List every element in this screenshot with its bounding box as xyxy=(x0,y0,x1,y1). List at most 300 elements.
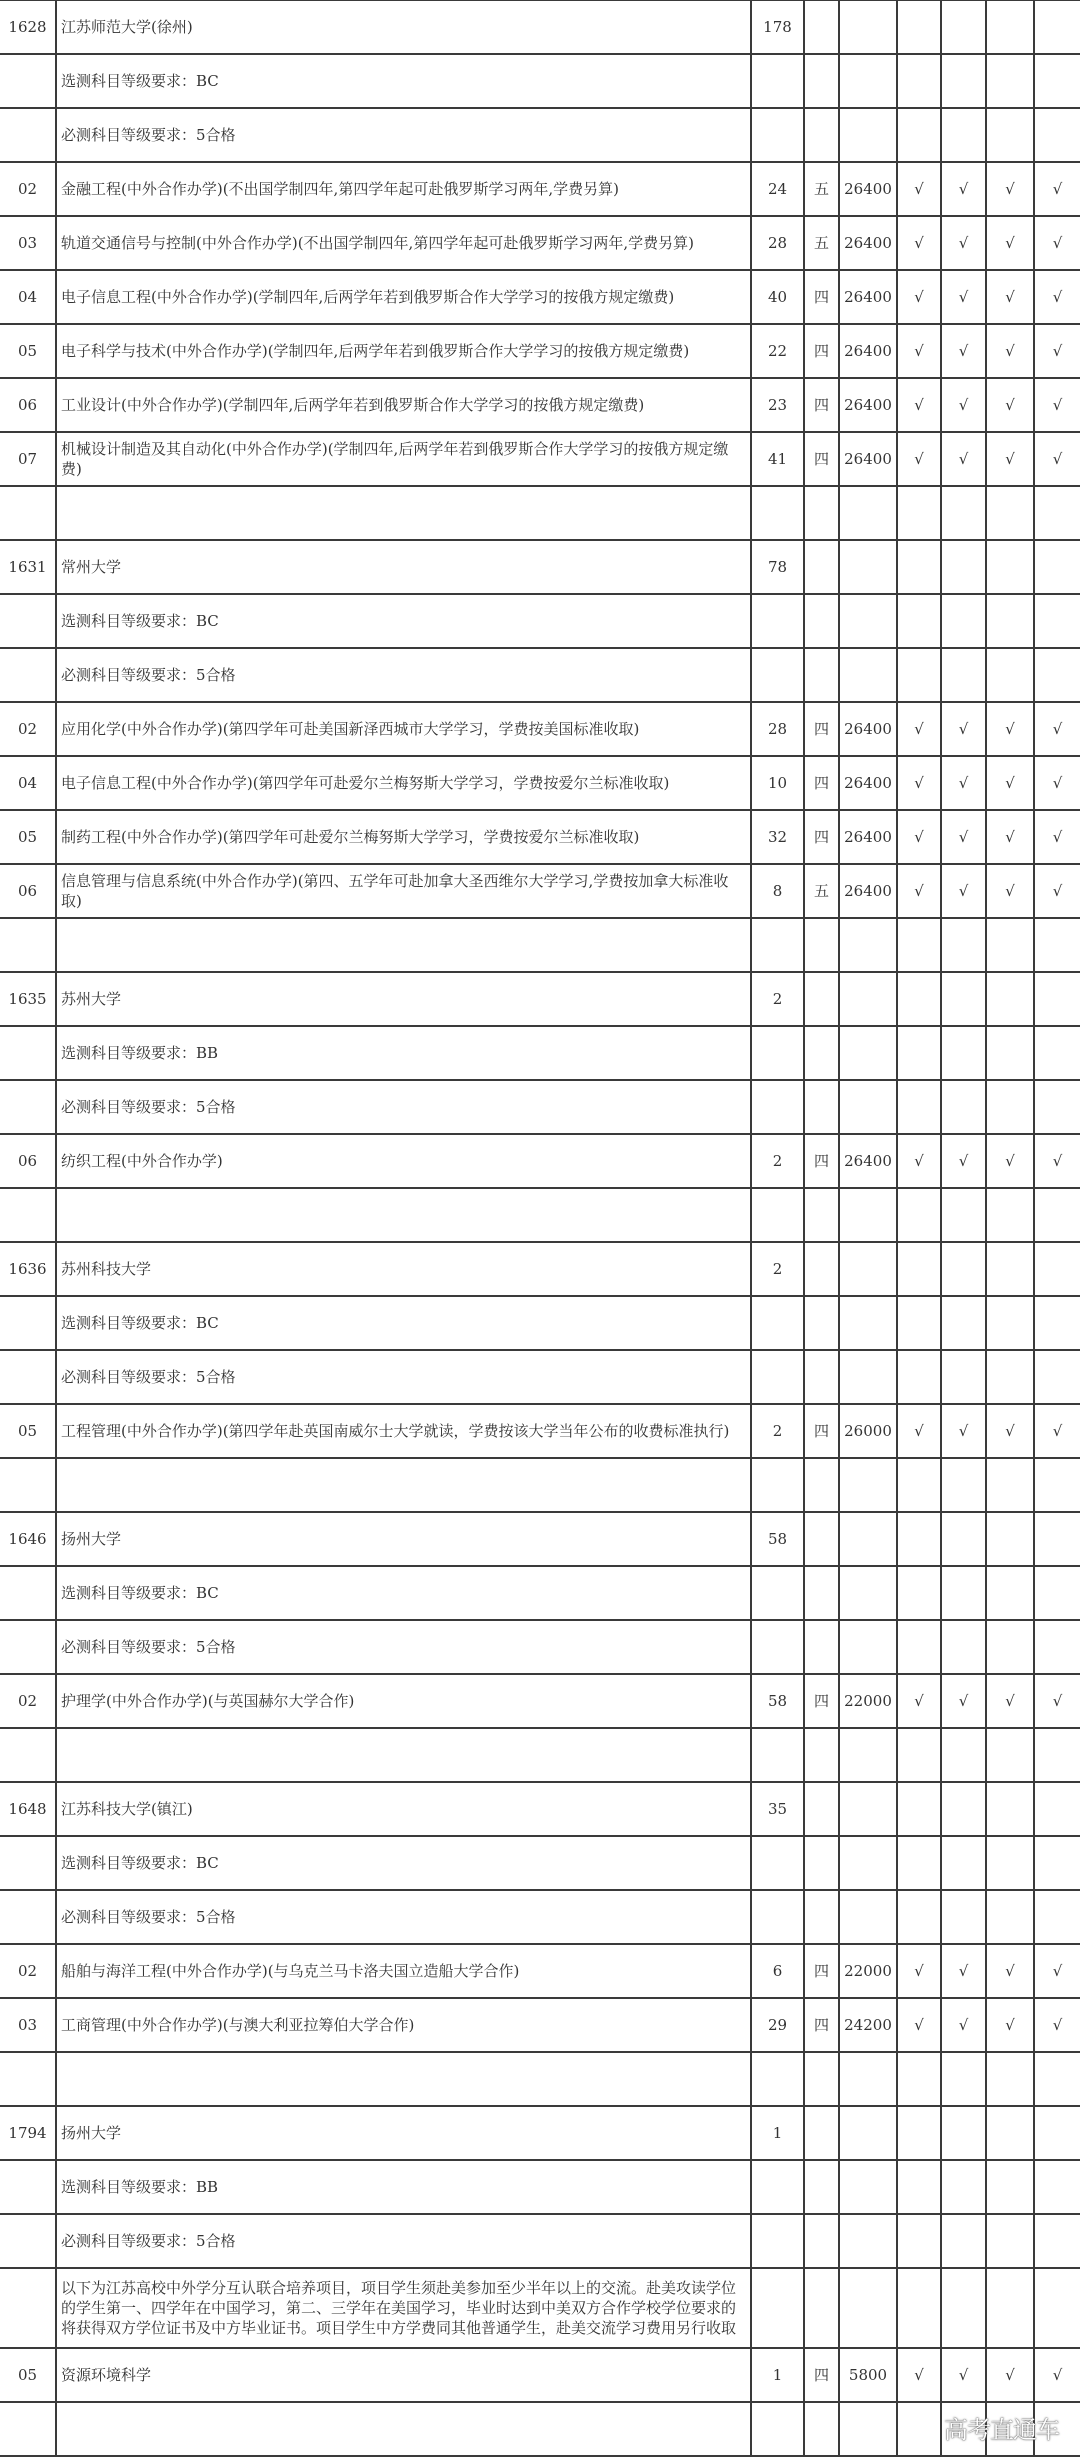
major-row xyxy=(0,810,1080,864)
fee-cell xyxy=(839,2052,897,2106)
check-cell xyxy=(1034,2052,1080,2106)
school-row xyxy=(0,1242,1080,1296)
major-row xyxy=(0,702,1080,756)
years-cell xyxy=(804,1350,839,1404)
plan-cell: 23 xyxy=(751,378,804,432)
years-cell: 四 xyxy=(804,324,839,378)
years-cell xyxy=(804,972,839,1026)
check-cell: √ xyxy=(986,1674,1034,1728)
fee-cell: 24200 xyxy=(839,1998,897,2052)
plan-cell xyxy=(751,54,804,108)
check-cell: √ xyxy=(941,1674,986,1728)
check-cell: √ xyxy=(941,702,986,756)
check-cell: √ xyxy=(897,864,941,918)
req-row xyxy=(0,1620,1080,1674)
name-cell: 苏州科技大学 xyxy=(56,1242,751,1296)
name-cell: 必测科目等级要求：5合格 xyxy=(56,1080,751,1134)
check-cell xyxy=(986,2106,1034,2160)
check-cell xyxy=(986,1026,1034,1080)
check-cell xyxy=(941,1350,986,1404)
years-cell xyxy=(804,540,839,594)
check-cell xyxy=(986,108,1034,162)
name-cell: 扬州大学 xyxy=(56,1512,751,1566)
check-cell xyxy=(941,2052,986,2106)
years-cell xyxy=(804,2214,839,2268)
check-cell xyxy=(941,0,986,54)
code-cell: 03 xyxy=(0,1998,56,2052)
years-cell: 五 xyxy=(804,216,839,270)
check-cell xyxy=(941,1242,986,1296)
years-cell: 五 xyxy=(804,162,839,216)
check-cell: √ xyxy=(941,1134,986,1188)
fee-cell xyxy=(839,1836,897,1890)
check-cell xyxy=(941,1620,986,1674)
check-cell xyxy=(897,1080,941,1134)
check-cell xyxy=(941,972,986,1026)
check-cell xyxy=(1034,1026,1080,1080)
years-cell xyxy=(804,1728,839,1782)
check-cell xyxy=(897,540,941,594)
check-cell xyxy=(897,54,941,108)
code-cell xyxy=(0,1458,56,1512)
plan-cell xyxy=(751,1458,804,1512)
code-cell: 1648 xyxy=(0,1782,56,1836)
code-cell xyxy=(0,1728,56,1782)
check-cell: √ xyxy=(986,432,1034,486)
name-cell: 常州大学 xyxy=(56,540,751,594)
check-cell: √ xyxy=(986,378,1034,432)
plan-cell: 58 xyxy=(751,1674,804,1728)
check-cell xyxy=(897,1026,941,1080)
check-cell xyxy=(897,2402,941,2456)
check-cell: √ xyxy=(986,1404,1034,1458)
check-cell: √ xyxy=(1034,1134,1080,1188)
name-cell xyxy=(56,2402,751,2456)
years-cell xyxy=(804,1620,839,1674)
check-cell xyxy=(897,1620,941,1674)
name-cell: 轨道交通信号与控制(中外合作办学)(不出国学制四年,第四学年起可赴俄罗斯学习两年,学费另算) xyxy=(56,216,751,270)
name-cell: 必测科目等级要求：5合格 xyxy=(56,1350,751,1404)
fee-cell xyxy=(839,54,897,108)
name-cell: 选测科目等级要求：BC xyxy=(56,1836,751,1890)
check-cell xyxy=(897,648,941,702)
plan-cell xyxy=(751,2402,804,2456)
check-cell xyxy=(986,1566,1034,1620)
fee-cell xyxy=(839,1080,897,1134)
years-cell: 四 xyxy=(804,378,839,432)
check-cell xyxy=(1034,1566,1080,1620)
check-cell xyxy=(941,486,986,540)
fee-cell xyxy=(839,972,897,1026)
check-cell xyxy=(941,540,986,594)
check-cell xyxy=(1034,1350,1080,1404)
check-cell: √ xyxy=(986,864,1034,918)
check-cell: √ xyxy=(986,216,1034,270)
plan-cell: 2 xyxy=(751,1242,804,1296)
school-row xyxy=(0,972,1080,1026)
check-cell xyxy=(941,2268,986,2348)
name-cell: 制药工程(中外合作办学)(第四学年可赴爱尔兰梅努斯大学学习，学费按爱尔兰标准收取) xyxy=(56,810,751,864)
code-cell xyxy=(0,2214,56,2268)
check-cell xyxy=(941,1296,986,1350)
check-cell xyxy=(897,1566,941,1620)
check-cell xyxy=(1034,972,1080,1026)
check-cell: √ xyxy=(897,216,941,270)
check-cell xyxy=(1034,1296,1080,1350)
plan-cell: 58 xyxy=(751,1512,804,1566)
years-cell xyxy=(804,648,839,702)
fee-cell: 26400 xyxy=(839,324,897,378)
major-row xyxy=(0,270,1080,324)
check-cell xyxy=(1034,1890,1080,1944)
code-cell: 02 xyxy=(0,1944,56,1998)
code-cell: 05 xyxy=(0,324,56,378)
fee-cell xyxy=(839,1512,897,1566)
years-cell xyxy=(804,1566,839,1620)
fee-cell: 26400 xyxy=(839,432,897,486)
check-cell xyxy=(986,1080,1034,1134)
code-cell xyxy=(0,1836,56,1890)
major-row xyxy=(0,324,1080,378)
req-row xyxy=(0,2160,1080,2214)
fee-cell xyxy=(839,648,897,702)
plan-cell: 35 xyxy=(751,1782,804,1836)
name-cell xyxy=(56,1458,751,1512)
name-cell xyxy=(56,1188,751,1242)
check-cell: √ xyxy=(1034,702,1080,756)
name-cell: 工业设计(中外合作办学)(学制四年,后两学年若到俄罗斯合作大学学习的按俄方规定缴费) xyxy=(56,378,751,432)
check-cell: √ xyxy=(897,702,941,756)
check-cell xyxy=(1034,594,1080,648)
check-cell xyxy=(1034,1188,1080,1242)
req-row xyxy=(0,594,1080,648)
check-cell xyxy=(986,1512,1034,1566)
major-row xyxy=(0,1998,1080,2052)
check-cell: √ xyxy=(897,1998,941,2052)
code-cell xyxy=(0,2052,56,2106)
major-row xyxy=(0,1944,1080,1998)
years-cell xyxy=(804,54,839,108)
check-cell xyxy=(1034,108,1080,162)
major-row xyxy=(0,432,1080,486)
years-cell xyxy=(804,1242,839,1296)
school-row xyxy=(0,2106,1080,2160)
blank-row xyxy=(0,486,1080,540)
code-cell: 05 xyxy=(0,810,56,864)
fee-cell xyxy=(839,1026,897,1080)
req-row xyxy=(0,54,1080,108)
name-cell: 江苏科技大学(镇江) xyxy=(56,1782,751,1836)
check-cell: √ xyxy=(897,810,941,864)
plan-cell: 2 xyxy=(751,1134,804,1188)
check-cell xyxy=(986,1242,1034,1296)
name-cell: 纺织工程(中外合作办学) xyxy=(56,1134,751,1188)
check-cell xyxy=(897,1890,941,1944)
req-row xyxy=(0,1080,1080,1134)
check-cell xyxy=(986,540,1034,594)
check-cell: √ xyxy=(986,270,1034,324)
years-cell xyxy=(804,2160,839,2214)
code-cell: 1635 xyxy=(0,972,56,1026)
years-cell xyxy=(804,1836,839,1890)
check-cell xyxy=(897,1242,941,1296)
name-cell: 必测科目等级要求：5合格 xyxy=(56,2214,751,2268)
fee-cell xyxy=(839,1728,897,1782)
plan-cell: 29 xyxy=(751,1998,804,2052)
check-cell xyxy=(897,2160,941,2214)
fee-cell: 26400 xyxy=(839,756,897,810)
check-cell: √ xyxy=(897,1404,941,1458)
plan-cell xyxy=(751,594,804,648)
code-cell: 1631 xyxy=(0,540,56,594)
years-cell: 四 xyxy=(804,432,839,486)
plan-cell: 10 xyxy=(751,756,804,810)
check-cell: √ xyxy=(941,216,986,270)
check-cell: √ xyxy=(1034,2348,1080,2402)
fee-cell xyxy=(839,2402,897,2456)
check-cell xyxy=(986,594,1034,648)
years-cell xyxy=(804,1080,839,1134)
name-cell: 选测科目等级要求：BC xyxy=(56,1296,751,1350)
code-cell xyxy=(0,54,56,108)
check-cell xyxy=(897,1836,941,1890)
check-cell xyxy=(986,1782,1034,1836)
plan-cell xyxy=(751,108,804,162)
years-cell: 四 xyxy=(804,2348,839,2402)
plan-cell: 28 xyxy=(751,216,804,270)
check-cell xyxy=(897,1458,941,1512)
check-cell: √ xyxy=(986,1134,1034,1188)
req-row xyxy=(0,1890,1080,1944)
check-cell: √ xyxy=(986,702,1034,756)
name-cell: 必测科目等级要求：5合格 xyxy=(56,648,751,702)
blank-row xyxy=(0,1458,1080,1512)
check-cell xyxy=(986,1188,1034,1242)
check-cell: √ xyxy=(941,1944,986,1998)
check-cell xyxy=(1034,0,1080,54)
check-cell xyxy=(897,0,941,54)
check-cell: √ xyxy=(897,270,941,324)
check-cell xyxy=(897,486,941,540)
blank-row xyxy=(0,918,1080,972)
name-cell: 选测科目等级要求：BC xyxy=(56,1566,751,1620)
name-cell: 苏州大学 xyxy=(56,972,751,1026)
check-cell: √ xyxy=(941,324,986,378)
check-cell xyxy=(897,1512,941,1566)
plan-cell xyxy=(751,648,804,702)
check-cell: √ xyxy=(1034,810,1080,864)
check-cell: √ xyxy=(1034,216,1080,270)
check-cell xyxy=(941,1566,986,1620)
name-cell: 金融工程(中外合作办学)(不出国学制四年,第四学年起可赴俄罗斯学习两年,学费另算) xyxy=(56,162,751,216)
plan-cell xyxy=(751,1566,804,1620)
plan-cell xyxy=(751,1836,804,1890)
code-cell xyxy=(0,2160,56,2214)
fee-cell: 26400 xyxy=(839,810,897,864)
check-cell xyxy=(941,648,986,702)
req-row xyxy=(0,1026,1080,1080)
check-cell xyxy=(897,108,941,162)
fee-cell xyxy=(839,1296,897,1350)
check-cell xyxy=(1034,2214,1080,2268)
req-row xyxy=(0,2214,1080,2268)
check-cell xyxy=(1034,1620,1080,1674)
fee-cell xyxy=(839,2268,897,2348)
check-cell: √ xyxy=(986,162,1034,216)
code-cell: 07 xyxy=(0,432,56,486)
name-cell: 护理学(中外合作办学)(与英国赫尔大学合作) xyxy=(56,1674,751,1728)
code-cell: 05 xyxy=(0,1404,56,1458)
check-cell xyxy=(941,1188,986,1242)
check-cell: √ xyxy=(941,1404,986,1458)
years-cell xyxy=(804,1890,839,1944)
check-cell xyxy=(941,1512,986,1566)
req-row xyxy=(0,1350,1080,1404)
plan-cell: 8 xyxy=(751,864,804,918)
fee-cell xyxy=(839,1242,897,1296)
fee-cell xyxy=(839,594,897,648)
check-cell xyxy=(986,1620,1034,1674)
plan-cell: 22 xyxy=(751,324,804,378)
check-cell xyxy=(941,2214,986,2268)
code-cell: 03 xyxy=(0,216,56,270)
code-cell xyxy=(0,1296,56,1350)
check-cell: √ xyxy=(941,756,986,810)
check-cell: √ xyxy=(1034,324,1080,378)
note-row xyxy=(0,2268,1080,2348)
years-cell: 四 xyxy=(804,1404,839,1458)
major-row xyxy=(0,216,1080,270)
check-cell: √ xyxy=(941,864,986,918)
fee-cell: 22000 xyxy=(839,1944,897,1998)
check-cell: √ xyxy=(897,1944,941,1998)
code-cell xyxy=(0,2402,56,2456)
code-cell xyxy=(0,1188,56,1242)
major-row xyxy=(0,162,1080,216)
major-row xyxy=(0,756,1080,810)
check-cell xyxy=(986,486,1034,540)
check-cell: √ xyxy=(1034,1944,1080,1998)
fee-cell xyxy=(839,1188,897,1242)
fee-cell: 26400 xyxy=(839,702,897,756)
blank-row xyxy=(0,2052,1080,2106)
code-cell: 05 xyxy=(0,2348,56,2402)
years-cell: 四 xyxy=(804,1674,839,1728)
name-cell: 应用化学(中外合作办学)(第四学年可赴美国新泽西城市大学学习，学费按美国标准收取) xyxy=(56,702,751,756)
check-cell xyxy=(897,2052,941,2106)
check-cell: √ xyxy=(1034,1674,1080,1728)
name-cell: 选测科目等级要求：BC xyxy=(56,54,751,108)
check-cell: √ xyxy=(1034,432,1080,486)
check-cell: √ xyxy=(986,324,1034,378)
major-row xyxy=(0,1674,1080,1728)
check-cell xyxy=(986,2052,1034,2106)
code-cell xyxy=(0,1026,56,1080)
years-cell xyxy=(804,1782,839,1836)
blank-row xyxy=(0,1188,1080,1242)
req-row xyxy=(0,1836,1080,1890)
code-cell xyxy=(0,1080,56,1134)
name-cell xyxy=(56,1728,751,1782)
check-cell: √ xyxy=(1034,270,1080,324)
years-cell xyxy=(804,594,839,648)
plan-cell: 2 xyxy=(751,1404,804,1458)
name-cell xyxy=(56,486,751,540)
plan-cell: 2 xyxy=(751,972,804,1026)
check-cell: √ xyxy=(941,810,986,864)
fee-cell xyxy=(839,918,897,972)
check-cell: √ xyxy=(897,324,941,378)
check-cell xyxy=(986,972,1034,1026)
fee-cell xyxy=(839,540,897,594)
plan-cell: 178 xyxy=(751,0,804,54)
check-cell xyxy=(1034,2106,1080,2160)
check-cell: √ xyxy=(1034,864,1080,918)
name-cell: 船舶与海洋工程(中外合作办学)(与乌克兰马卡洛夫国立造船大学合作) xyxy=(56,1944,751,1998)
code-cell: 06 xyxy=(0,1134,56,1188)
code-cell xyxy=(0,1890,56,1944)
plan-cell xyxy=(751,1620,804,1674)
fee-cell xyxy=(839,1566,897,1620)
req-row xyxy=(0,1296,1080,1350)
code-cell xyxy=(0,594,56,648)
check-cell xyxy=(897,1188,941,1242)
check-cell: √ xyxy=(986,2348,1034,2402)
req-row xyxy=(0,1566,1080,1620)
years-cell xyxy=(804,1188,839,1242)
code-cell xyxy=(0,918,56,972)
plan-cell: 28 xyxy=(751,702,804,756)
name-cell: 资源环境科学 xyxy=(56,2348,751,2402)
name-cell: 必测科目等级要求：5合格 xyxy=(56,108,751,162)
check-cell xyxy=(897,594,941,648)
check-cell: √ xyxy=(897,1134,941,1188)
name-cell: 电子科学与技术(中外合作办学)(学制四年,后两学年若到俄罗斯合作大学学习的按俄方规定缴费) xyxy=(56,324,751,378)
check-cell xyxy=(897,2106,941,2160)
plan-cell: 78 xyxy=(751,540,804,594)
blank-row xyxy=(0,1728,1080,1782)
check-cell xyxy=(897,918,941,972)
plan-cell xyxy=(751,1728,804,1782)
fee-cell xyxy=(839,1620,897,1674)
name-cell: 电子信息工程(中外合作办学)(第四学年可赴爱尔兰梅努斯大学学习，学费按爱尔兰标准收取) xyxy=(56,756,751,810)
fee-cell xyxy=(839,1890,897,1944)
check-cell: √ xyxy=(941,432,986,486)
check-cell: √ xyxy=(897,162,941,216)
code-cell: 04 xyxy=(0,270,56,324)
code-cell: 1628 xyxy=(0,0,56,54)
check-cell xyxy=(1034,2268,1080,2348)
check-cell xyxy=(897,2214,941,2268)
plan-cell xyxy=(751,2160,804,2214)
check-cell xyxy=(897,1782,941,1836)
check-cell xyxy=(941,2160,986,2214)
fee-cell: 26400 xyxy=(839,216,897,270)
plan-cell xyxy=(751,1890,804,1944)
fee-cell xyxy=(839,2214,897,2268)
check-cell: √ xyxy=(986,1998,1034,2052)
check-cell: √ xyxy=(1034,1998,1080,2052)
major-row xyxy=(0,1404,1080,1458)
plan-cell: 41 xyxy=(751,432,804,486)
years-cell: 四 xyxy=(804,1134,839,1188)
check-cell xyxy=(986,1836,1034,1890)
watermark: 高考直通车 xyxy=(944,2416,1059,2444)
name-cell xyxy=(56,2052,751,2106)
check-cell xyxy=(1034,486,1080,540)
check-cell xyxy=(941,1458,986,1512)
check-cell xyxy=(1034,54,1080,108)
